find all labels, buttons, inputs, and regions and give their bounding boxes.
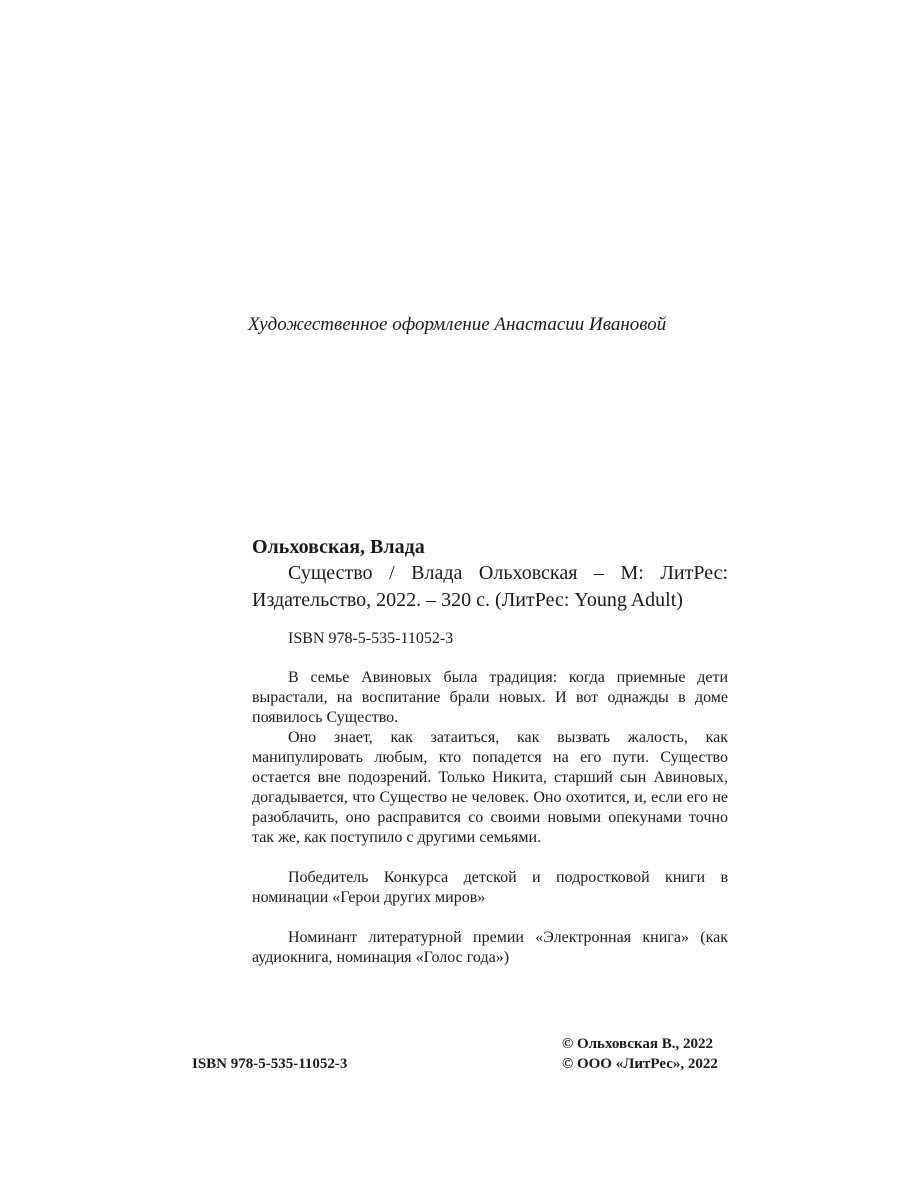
copyright-block bbox=[562, 1034, 718, 1074]
design-credit: Художественное оформление Анастасии Ивановой bbox=[248, 314, 667, 335]
award-winner-note: Победитель Конкурса детской и подростковой книги в номинации «Герои других миров» bbox=[252, 869, 728, 906]
annotation bbox=[252, 668, 728, 968]
annotation-paragraph-2: Оно знает, как затаиться, как вызвать жалость, как манипулировать любым, кто попадется на его пути. Существо остается вне подозрений. Только Никита, старший сын Авиновых, догадывается, что Существо не человек. Оно охотится, и, если его не разоблачить, оно расправится со своими новыми опекунами точно так же, как поступило с другими семьями. bbox=[252, 729, 728, 846]
paragraph-gap bbox=[252, 908, 728, 928]
bottom-isbn: ISBN 978-5-535-11052-3 bbox=[192, 1056, 348, 1072]
isbn-line: ISBN 978-5-535-11052-3 bbox=[288, 630, 454, 647]
citation-text: Существо / Влада Ольховская – М: ЛитРес: Издательство, 2022. – 320 с. (ЛитРес: Young Adult) bbox=[252, 562, 728, 611]
bibliographic-block bbox=[252, 534, 728, 968]
annotation-paragraph-1: В семье Авиновых была традиция: когда приемные дети вырастали, на воспитание брали новых. И вот однажды в доме появилось Существо. bbox=[252, 669, 728, 726]
paragraph-gap bbox=[252, 848, 728, 868]
award-nominee-note: Номинант литературной премии «Электронная книга» (как аудиокнига, номинация «Голос года») bbox=[252, 929, 728, 966]
copyright-author: © Ольховская В., 2022 bbox=[562, 1036, 714, 1052]
author-heading: Ольховская, Влада bbox=[252, 536, 425, 558]
copyright-publisher: © ООО «ЛитРес», 2022 bbox=[562, 1056, 718, 1072]
